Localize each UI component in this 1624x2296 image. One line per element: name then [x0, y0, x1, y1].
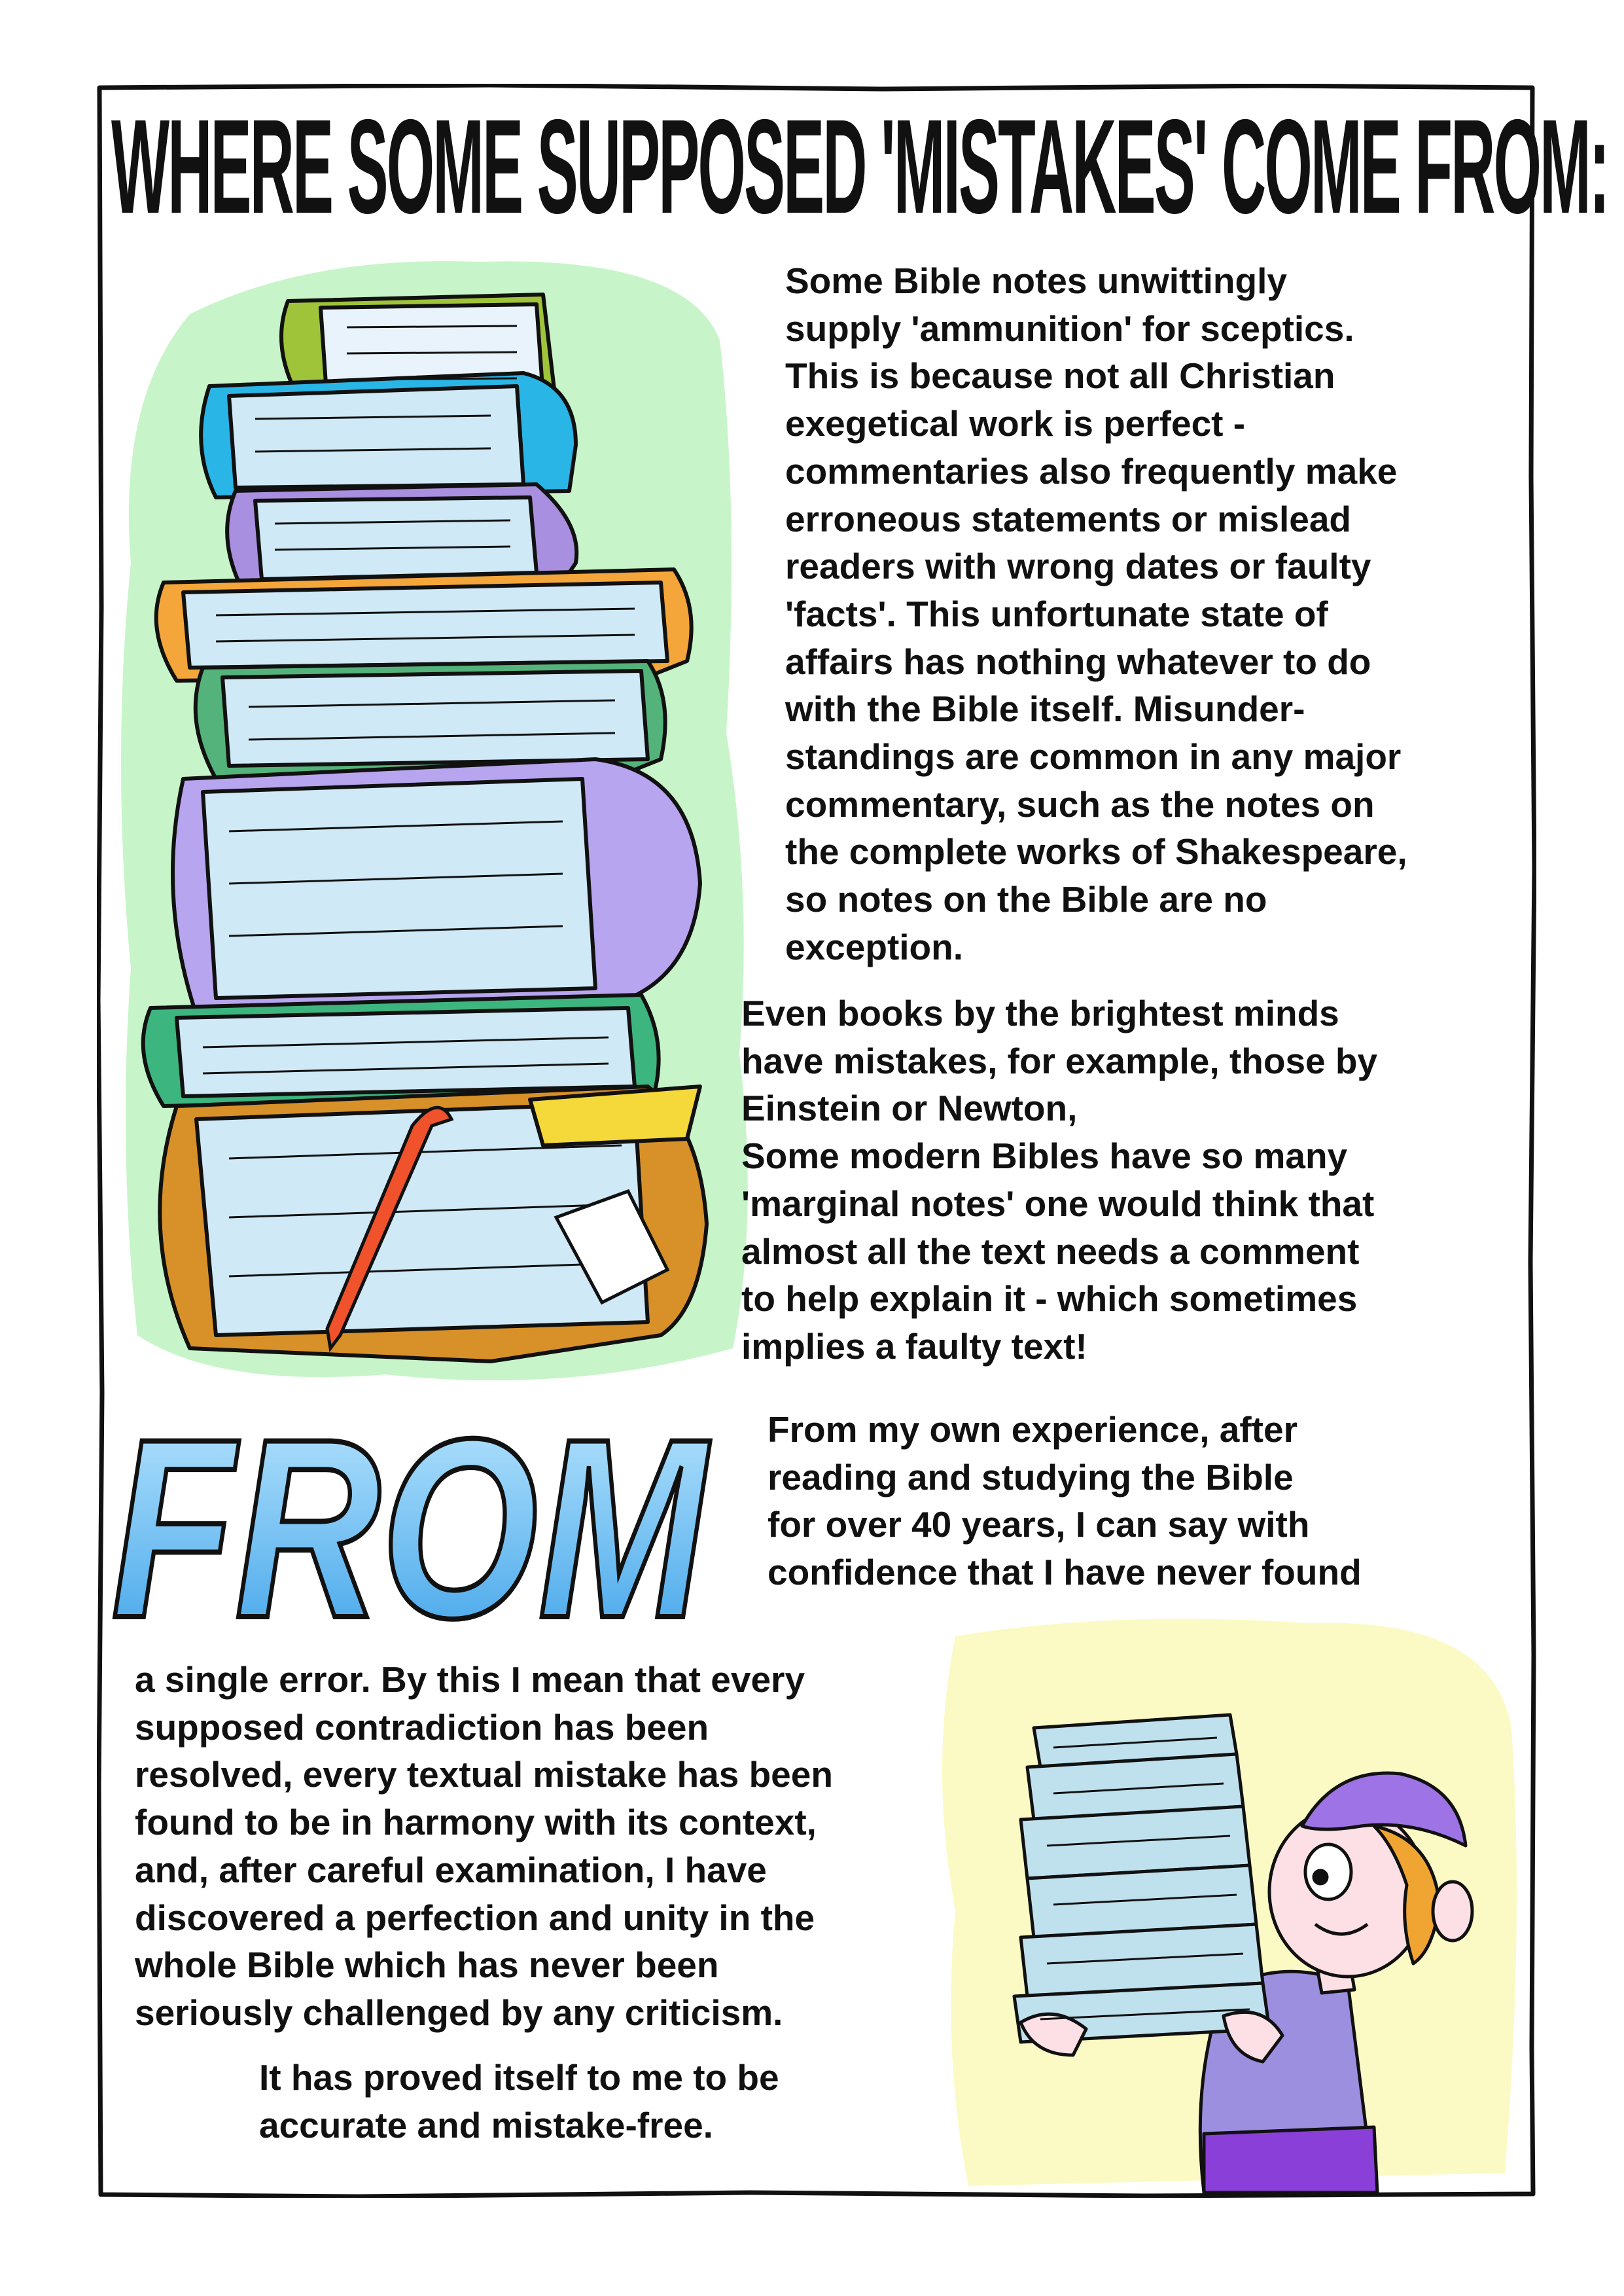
paragraph-single-error: a single error. By this I mean that every supposed contradiction has been resolved, every textual mistake has been found to be in harmony with its context, and, after careful examination, I have discovered a perfection and unity in the whole Bible which has never been seriously challenged by any criticism. [135, 1659, 833, 2033]
book-stack-illustration [124, 275, 746, 1388]
from-word-art [98, 1381, 720, 1671]
from-word-art-text: FROM [111, 1386, 713, 1671]
paragraph-brightest-minds: Even books by the brightest minds have mistakes, for example, those by Einstein or Newton, Some modern Bibles have so many 'marginal notes' one would think that almost all the text needs a comment to help explain it - which sometimes implies a faulty text! [741, 993, 1378, 1367]
person-with-papers-illustration [1008, 1676, 1518, 2193]
paragraph-intro: Some Bible notes unwittingly supply 'ammunition' for sceptics. This is because not all Christian exegetical work is perfect - commentaries also frequently make erroneous statements or mislead readers with wrong dates or faulty 'facts'. This unfortunate state of affairs has nothing whatever to do with the Bible itself. Misunder- standings are common in any major commentary, such as the notes on the complete works of Shakespeare, so notes on the Bible are no exception. [785, 260, 1407, 967]
paragraph-conclusion: It has proved itself to me to be accurate and mistake-free. [259, 2057, 779, 2145]
paragraph-experience: From my own experience, after reading and studying the Bible for over 40 years, I can say with confidence that I have never found [768, 1409, 1362, 1593]
page-title: WHERE SOME SUPPOSED 'MISTAKES' COME FROM: [111, 92, 1608, 242]
